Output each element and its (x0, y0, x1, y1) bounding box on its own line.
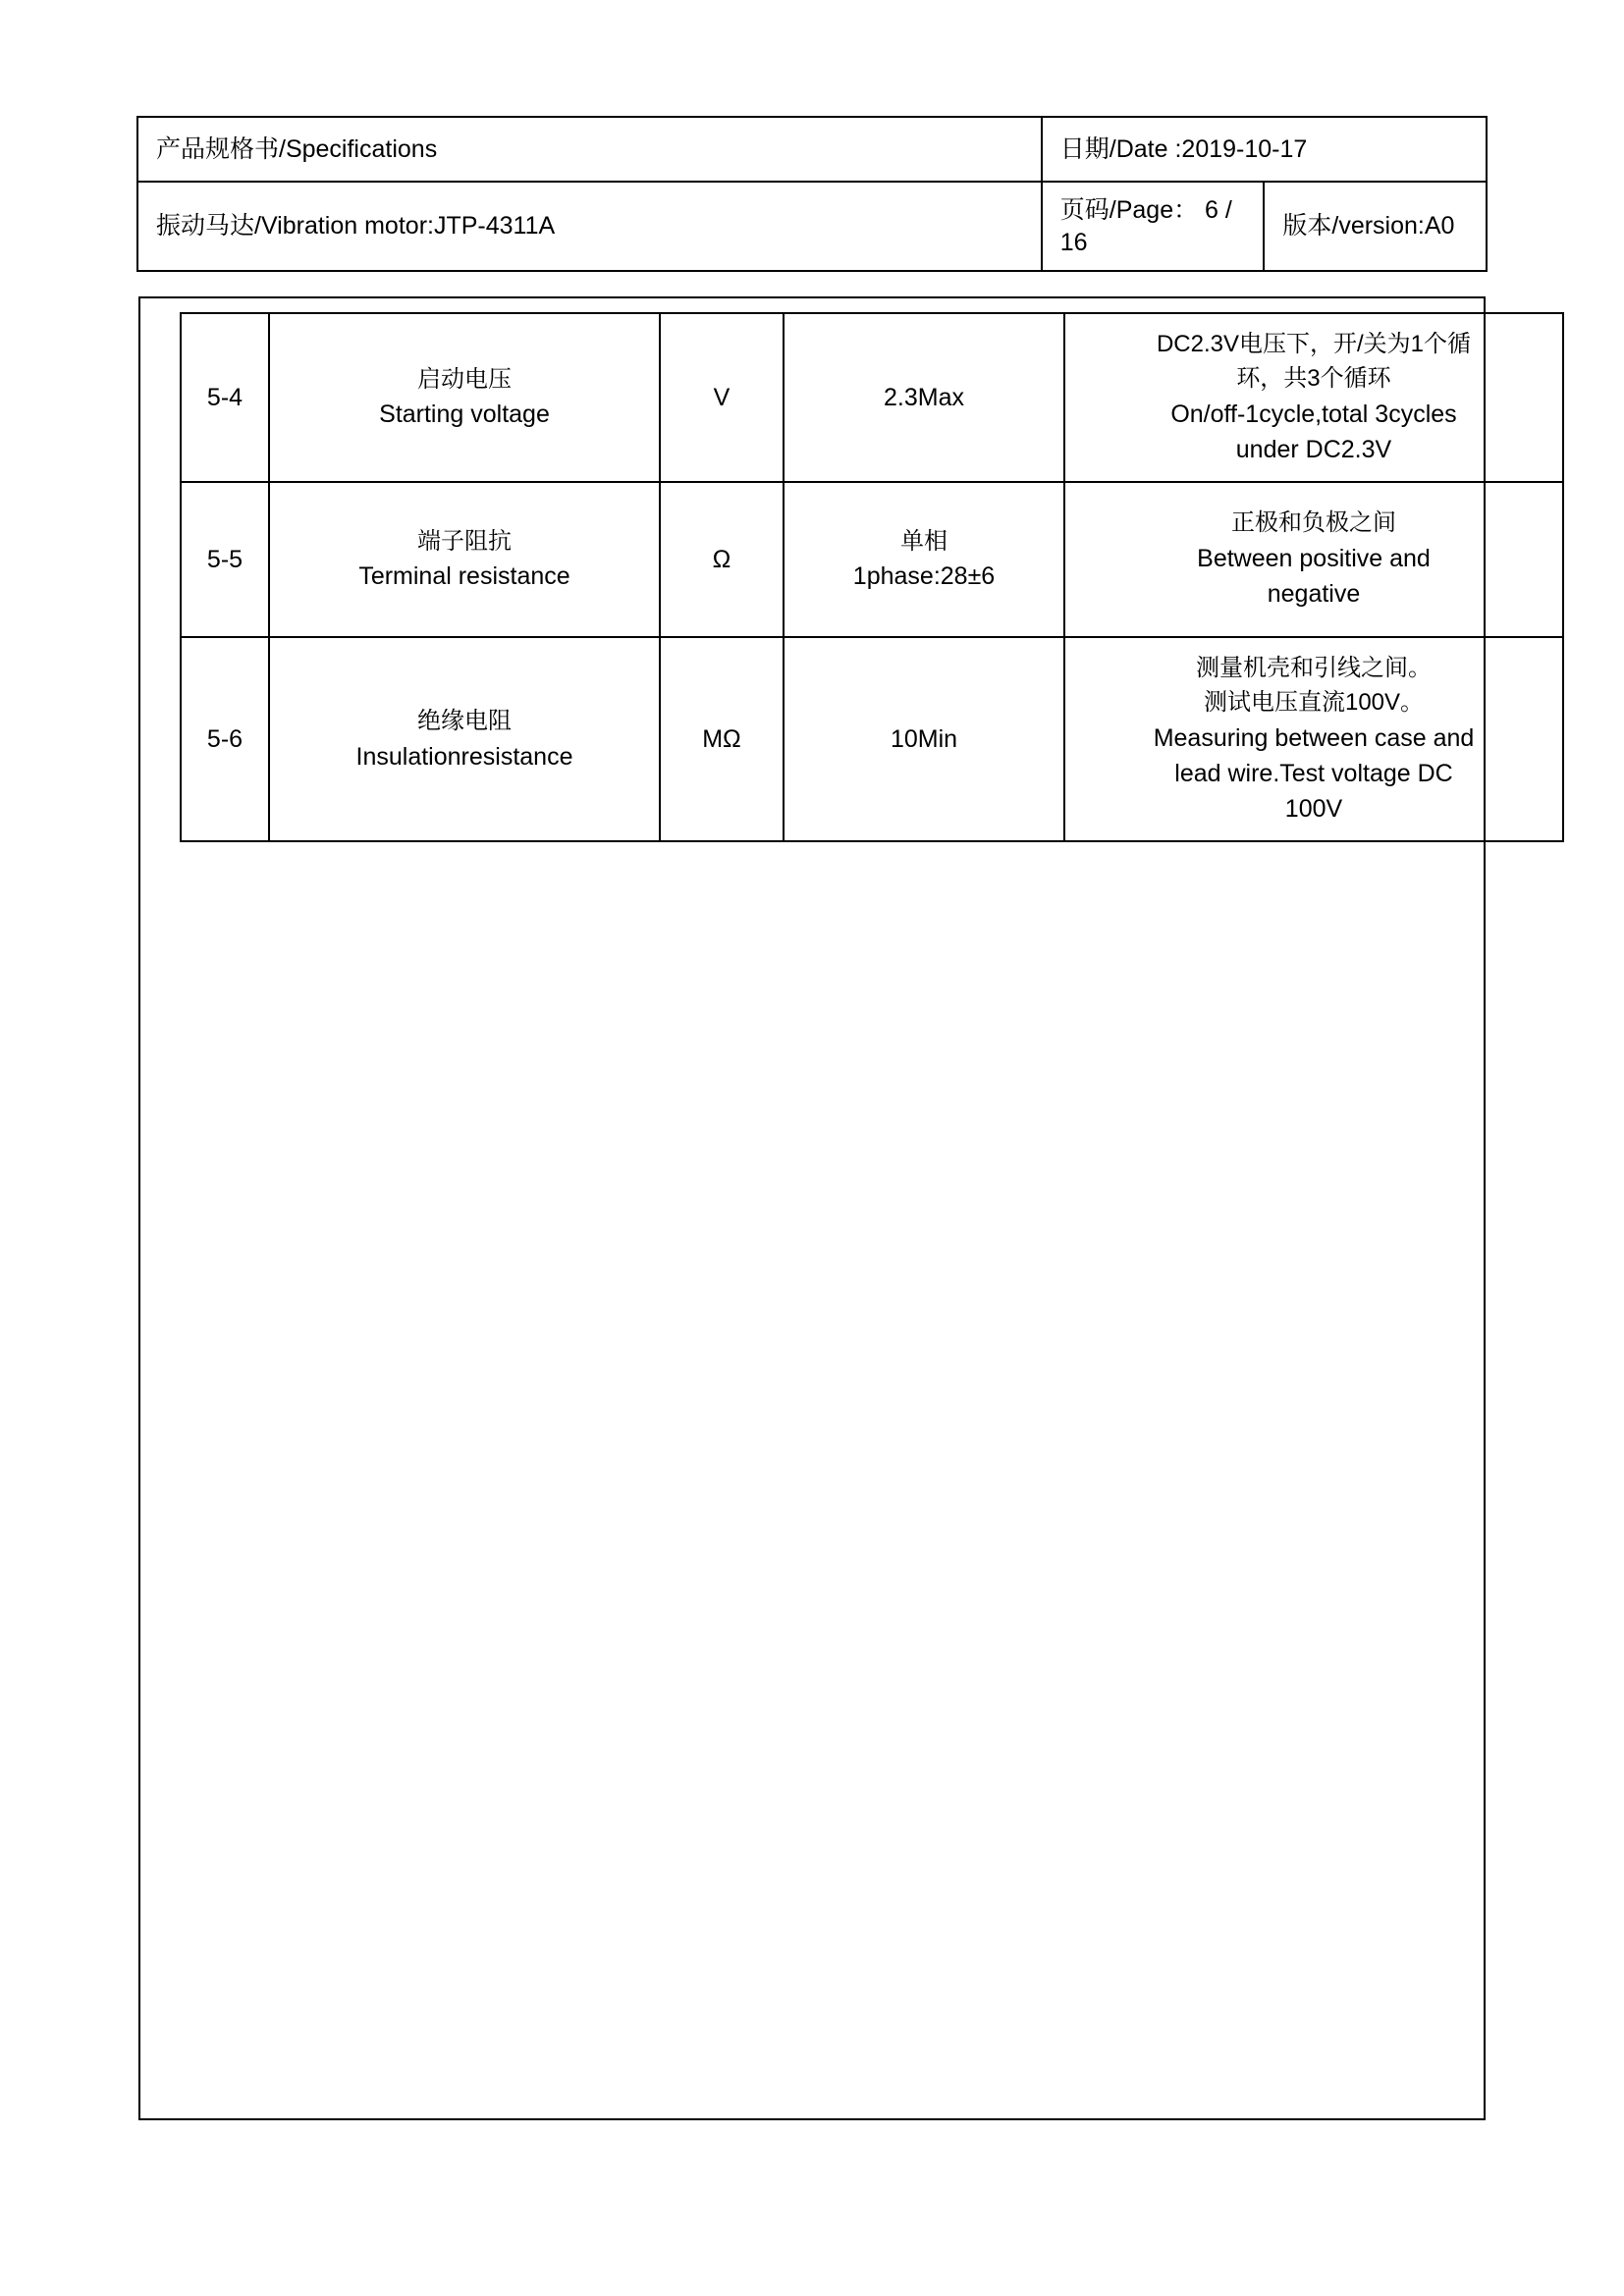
row-item-cn: 启动电压 (417, 365, 512, 393)
header-date: 日期/Date :2019-10-17 (1042, 117, 1487, 182)
document-header-table (136, 116, 1488, 272)
row-note-line: 100V (1284, 795, 1343, 824)
row-number: 5-5 (181, 482, 269, 637)
specification-table (180, 312, 1564, 842)
header-page: 页码/Page： 6 / 16 (1042, 182, 1265, 271)
row-item-en: Insulationresistance (355, 742, 573, 771)
row-note (1064, 482, 1563, 637)
row-spec-en: 10Min (890, 725, 958, 754)
row-note-line: under DC2.3V (1235, 435, 1392, 463)
row-note (1064, 637, 1563, 841)
row-spec (784, 637, 1064, 841)
row-note-line: 正极和负极之间 (1231, 509, 1396, 537)
row-note-line: 环，共3个循环 (1236, 364, 1391, 392)
row-spec-en: 2.3Max (884, 383, 964, 411)
header-version: 版本/version:A0 (1264, 182, 1487, 271)
row-note-line: Measuring between case and (1153, 723, 1475, 752)
row-spec (784, 313, 1064, 482)
row-note-line: Between positive and (1197, 545, 1431, 573)
header-product: 振动马达/Vibration motor:JTP-4311A (137, 182, 1042, 271)
row-item-en: Terminal resistance (358, 562, 570, 591)
row-item (269, 482, 660, 637)
row-note-line: On/off-1cycle,total 3cycles (1170, 400, 1457, 428)
row-spec-cn: 单相 (900, 527, 947, 555)
row-number: 5-4 (181, 313, 269, 482)
row-unit: V (660, 313, 784, 482)
row-note-line: lead wire.Test voltage DC (1174, 759, 1453, 787)
row-item-cn: 绝缘电阻 (417, 707, 512, 734)
header-doc-title: 产品规格书/Specifications (137, 117, 1042, 182)
row-item (269, 637, 660, 841)
table-row (181, 637, 1563, 841)
row-item-cn: 端子阻抗 (417, 527, 512, 555)
row-unit: Ω (660, 482, 784, 637)
row-number: 5-6 (181, 637, 269, 841)
row-note-line: DC2.3V电压下，开/关为1个循 (1156, 331, 1472, 357)
row-note-line: 测试电压直流100V。 (1203, 688, 1425, 716)
row-unit: MΩ (660, 637, 784, 841)
row-item (269, 313, 660, 482)
row-note-line: 测量机壳和引线之间。 (1196, 655, 1432, 682)
table-row (181, 313, 1563, 482)
table-row (181, 482, 1563, 637)
header-row-2 (137, 182, 1487, 271)
row-spec-en: 1phase:28±6 (852, 562, 996, 591)
row-note-line: negative (1267, 580, 1361, 609)
header-row-1 (137, 117, 1487, 182)
row-item-en: Starting voltage (379, 400, 550, 429)
row-spec (784, 482, 1064, 637)
row-note (1064, 313, 1563, 482)
